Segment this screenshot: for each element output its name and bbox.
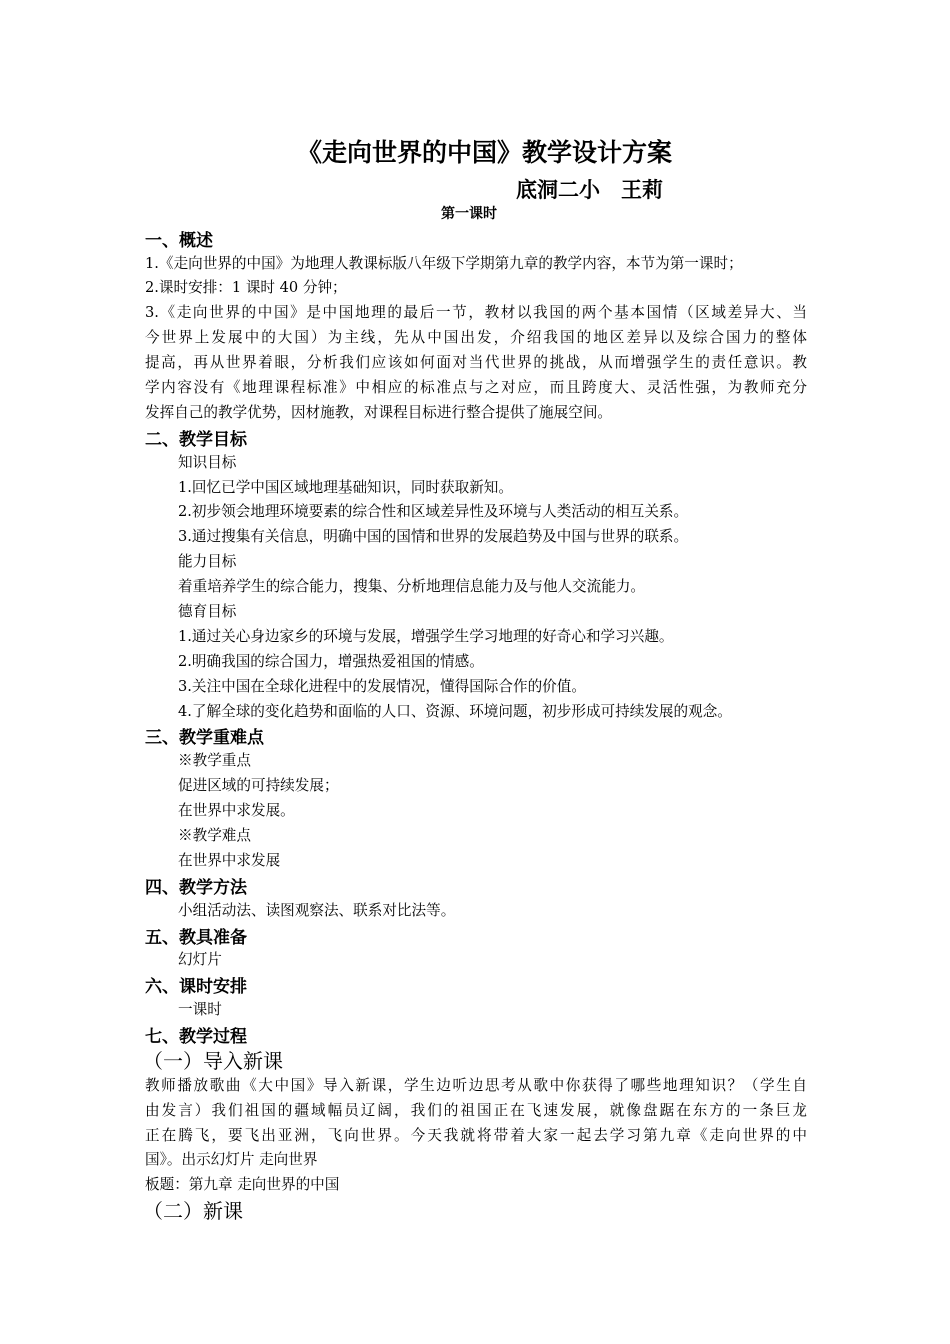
section-heading-schedule: 六、课时安排 xyxy=(145,977,247,997)
methods-text: 小组活动法、读图观察法、联系对比法等。 xyxy=(178,902,456,919)
moral-goal-item: 1.通过关心身边家乡的环境与发展，增强学生学习地理的好奇心和学习兴趣。 xyxy=(178,628,674,645)
intro-paragraph-line: 由发言）我们祖国的疆域幅员辽阔，我们的祖国正在飞速发展，就像盘踞在东方的一条巨龙 xyxy=(145,1102,807,1119)
intro-paragraph-line: 国》。出示幻灯片 走向世界 xyxy=(145,1151,318,1168)
section-heading-process: 七、教学过程 xyxy=(145,1027,247,1047)
moral-goal-item: 4.了解全球的变化趋势和面临的人口、资源、环境问题，初步形成可持续发展的观念。 xyxy=(178,703,732,720)
key-point-item: 促进区域的可持续发展； xyxy=(178,777,339,794)
ability-goal-text: 着重培养学生的综合能力，搜集、分析地理信息能力及与他人交流能力。 xyxy=(178,578,646,595)
moral-goal-title: 德育目标 xyxy=(178,603,237,620)
ability-goal-title: 能力目标 xyxy=(178,553,237,570)
materials-text: 幻灯片 xyxy=(178,951,222,968)
overview-paragraph-line: 发挥自己的教学优势，因材施教，对课程目标进行整合提供了施展空间。 xyxy=(145,404,613,421)
knowledge-goal-item: 1.回忆已学中国区域地理基础知识，同时获取新知。 xyxy=(178,479,513,496)
overview-paragraph-line: 今世界上发展中的大国）为主线，先从中国出发，介绍我国的地区差异以及综合国力的整体 xyxy=(145,329,807,346)
moral-goal-item: 3.关注中国在全球化进程中的发展情况，懂得国际合作的价值。 xyxy=(178,678,586,695)
key-point-title: ※教学重点 xyxy=(178,752,251,769)
knowledge-goal-item: 2.初步领会地理环境要素的综合性和区域差异性及环境与人类活动的相互关系。 xyxy=(178,503,689,520)
difficulty-item: 在世界中求发展 xyxy=(178,852,281,869)
board-title-line: 板题：第九章 走向世界的中国 xyxy=(145,1176,340,1193)
overview-paragraph-line: 提高，再从世界着眼，分析我们应该如何面对当代世界的挑战，从而增强学生的责任意识。教 xyxy=(145,354,807,371)
section-heading-overview: 一、概述 xyxy=(145,231,213,251)
intro-paragraph-line: 正在腾飞，要飞出亚洲，飞向世界。今天我就将带着大家一起去学习第九章《走向世界的中 xyxy=(145,1127,807,1144)
subsection-intro-heading: （一）导入新课 xyxy=(143,1049,283,1073)
difficulty-title: ※教学难点 xyxy=(178,827,251,844)
schedule-text: 一课时 xyxy=(178,1001,222,1018)
subsection-new-lesson-heading: （二）新课 xyxy=(143,1199,243,1223)
lesson-label: 第一课时 xyxy=(441,206,497,222)
knowledge-goal-item: 3.通过搜集有关信息，明确中国的国情和世界的发展趋势及中国与世界的联系。 xyxy=(178,528,689,545)
overview-paragraph-line: 学内容没有《地理课程标准》中相应的标准点与之对应，而且跨度大、灵活性强，为教师充分 xyxy=(145,379,807,396)
section-heading-key-points: 三、教学重难点 xyxy=(145,728,264,748)
document-title: 《走向世界的中国》教学设计方案 xyxy=(297,138,673,167)
overview-item-2: 2.课时安排：1 课时 40 分钟； xyxy=(145,279,347,296)
moral-goal-item: 2.明确我国的综合国力，增强热爱祖国的情感。 xyxy=(178,653,484,670)
intro-paragraph-line: 教师播放歌曲《大中国》导入新课，学生边听边思考从歌中你获得了哪些地理知识？（学生自 xyxy=(145,1077,807,1094)
section-heading-methods: 四、教学方法 xyxy=(145,878,247,898)
section-heading-goals: 二、教学目标 xyxy=(145,430,247,450)
overview-item-1: 1.《走向世界的中国》为地理人教课标版八年级下学期第九章的教学内容，本节为第一课时； xyxy=(145,255,743,272)
author-line: 底洞二小 王莉 xyxy=(516,178,663,202)
knowledge-goal-title: 知识目标 xyxy=(178,454,237,471)
key-point-item: 在世界中求发展。 xyxy=(178,802,295,819)
section-heading-materials: 五、教具准备 xyxy=(145,928,247,948)
overview-paragraph-line: 3.《走向世界的中国》是中国地理的最后一节，教材以我国的两个基本国情（区域差异大、当 xyxy=(145,304,807,321)
